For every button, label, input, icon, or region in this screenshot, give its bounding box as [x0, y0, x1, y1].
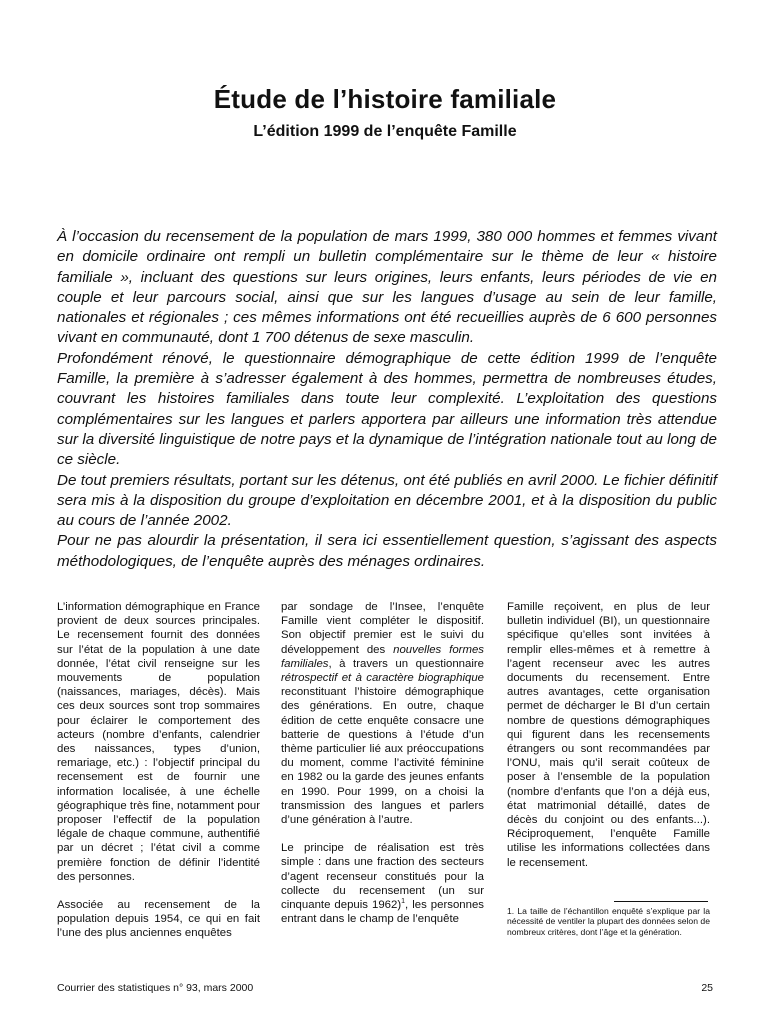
abstract-paragraph: De tout premiers résultats, portant sur les détenus, ont été publiés en avril 2000. Le fichier définitif sera mis à la disposition du groupe d’exploitation en décembre 2001, et à la disposition du public au cours de l’année 2002.: [57, 471, 717, 530]
text-run: , à travers un questionnaire: [328, 657, 484, 670]
footer-source: Courrier des statistiques n° 93, mars 2000: [57, 982, 254, 994]
footnote-divider: [614, 901, 708, 902]
abstract: [57, 227, 717, 572]
body-column-1: [57, 600, 260, 955]
body-column-2: [281, 600, 484, 940]
footnote: 1. La taille de l’échantillon enquêté s’explique par la nécessité de ventiler la plupart des données selon de nombreux critères, dont l’âge et la génération.: [507, 906, 710, 937]
article-title: Étude de l’histoire familiale: [213, 84, 557, 114]
article-subtitle: L’édition 1999 de l’enquête Famille: [253, 123, 517, 140]
body-paragraph: Associée au recensement de la population depuis 1954, ce qui en fait l’une des plus anciennes enquêtes: [57, 899, 260, 940]
text-run: par sondage de l’Insee, l’enquête Famille vient compléter le dispositif. Son objectif premier est le suivi du développement des: [281, 601, 484, 656]
text-run: , les personnes entrant dans le champ de l’enquête: [281, 899, 484, 926]
body-paragraph: L’information démographique en France provient de deux sources principales. Le recensement fournit des données sur l’état de la population à une date donnée, l’état civil renseigne sur les mouvements de population (naissances, mariages, décès). Mais ces deux sources sont trop sommaires pour éclairer le comportement des acteurs (nombre d’enfants, calendrier des naissances, types d’union, remariage, etc.) : l’objectif principal du recensement est de fournir une information localisée, à une échelle géographique très fine, notamment pour proposer l’effectif de la population légale de chaque commune, authentifié par un décret ; l’état civil a comme première fonction de définir l’identité des personnes.: [57, 601, 260, 883]
emphasis-text: rétrospectif et à caractère biographique: [281, 672, 484, 685]
abstract-paragraph: Pour ne pas alourdir la présentation, il sera ici essentiellement question, s’agissant des aspects méthodologiques, de l’enquête auprès des ménages ordinaires.: [57, 532, 717, 570]
body-paragraph: [281, 841, 484, 926]
body-paragraph: Famille reçoivent, en plus de leur bulletin individuel (BI), un questionnaire spécifique qu’elles sont invitées à remplir elles-mêmes et à remettre à l’agent recenseur avec les autres documents du recensement. Entre autres avantages, cette organisation permet de décharger le BI d’un certain nombre de questions démographiques qui figurent dans les recensements étrangers ou sont recommandées par l’ONU, mais qu’il serait coûteux de poser à l’ensemble de la population (nombre d’enfants que l’on a déjà eus, état matrimonial détaillé, dates de décès du conjoint ou des enfants...). Réciproquement, l’enquête Famille utilise les informations collectées dans le recensement.: [507, 601, 710, 869]
footnote-reference[interactable]: 1: [401, 898, 406, 906]
page-number: 25: [701, 982, 713, 994]
abstract-paragraph: À l’occasion du recensement de la population de mars 1999, 380 000 hommes et femmes vivant en domicile ordinaire ont rempli un bulletin complémentaire sur le thème de leur « histoire familiale », incluant des questions sur leurs origines, leurs enfants, leurs périodes de vie en couple et leur parcours social, ainsi que sur les langues d’usage au sein de leur famille, nationales et régionales ; ces mêmes informations ont été recueillies auprès de 6 600 personnes vivant en communauté, dont 1 700 détenus de sexe masculin.: [57, 228, 717, 347]
text-run: Le principe de réalisation est très simple : dans une fraction des secteurs d’agent recenseur constitués pour la collecte du recensement (un sur cinquante depuis 1962): [281, 842, 484, 912]
body-column-3: [507, 600, 710, 884]
abstract-paragraph: Profondément rénové, le questionnaire démographique de cette édition 1999 de l’enquête Famille, la première à s’adresser également à des hommes, permettra de nombreuses études, couvrant les histoires familiales dans toute leur complexité. L’exploitation des questions complémentaires sur les langues et parlers apportera par ailleurs une information très attendue sur la diversité linguistique de notre pays et la dynamique de l’intégration nationale tout au long de ce siècle.: [57, 349, 717, 469]
emphasis-text: nouvelles formes familiales: [281, 643, 484, 670]
text-run: reconstituant l’histoire démographique des générations. En outre, chaque édition de cette enquête consacre une batterie de questions à l’étude d’un thème particulier lié aux préoccupations du moment, comme l’activité féminine en 1982 ou la garde des jeunes enfants en 1990. Pour 1999, on a choisi la transmission des langues et parlers d’une génération à l’autre.: [281, 686, 484, 827]
body-paragraph: [281, 600, 484, 827]
